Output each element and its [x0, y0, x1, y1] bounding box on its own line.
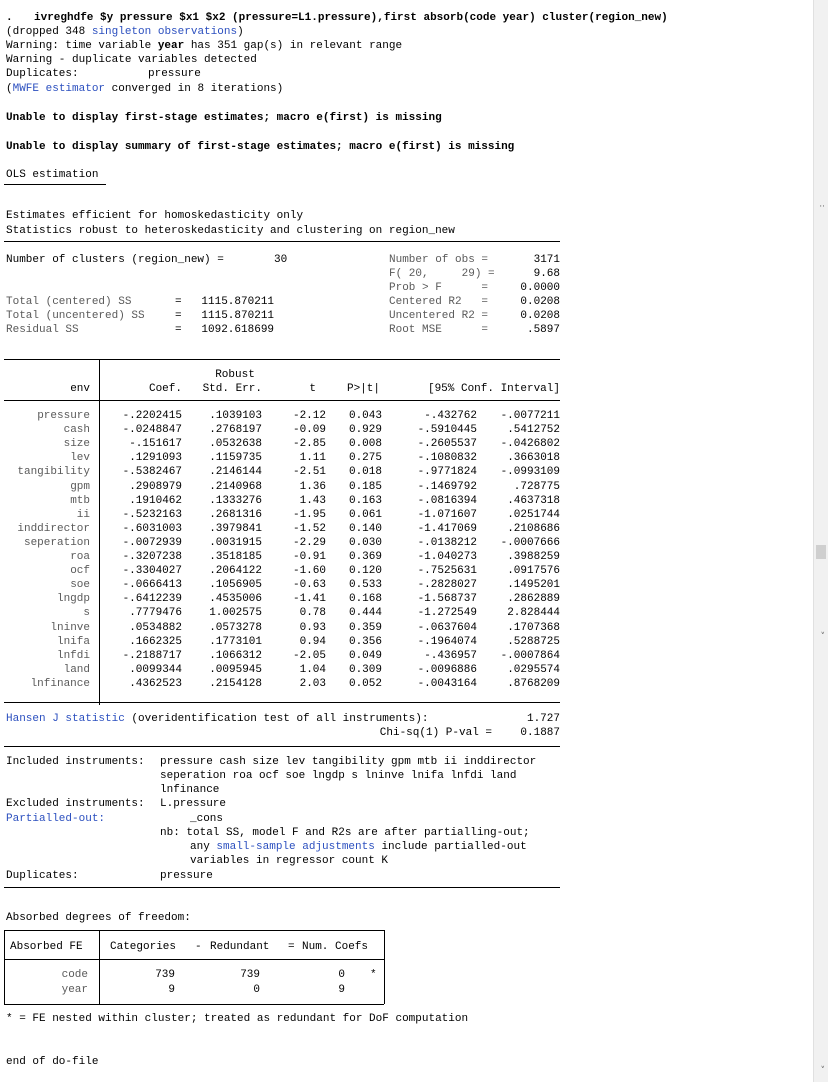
row-t: 0.78 [299, 607, 326, 620]
abs-red: 0 [253, 984, 260, 996]
row-ci-low: -1.568737 [417, 593, 477, 606]
row-ci-low: -.0637604 [417, 621, 477, 634]
nb-line-3: variables in regressor count K [190, 855, 389, 867]
row-ci-high: .0295574 [507, 663, 560, 676]
estimates-note-2: Statistics robust to heteroskedasticity and clustering on region_new [6, 225, 455, 237]
absorbed-title: Absorbed degrees of freedom: [6, 912, 191, 924]
stat-value: 0.0208 [520, 310, 560, 322]
header-ci: [95% Conf. Interval] [427, 383, 560, 395]
row-ci-low: -.7525631 [417, 565, 477, 578]
row-coef: .0099344 [129, 663, 182, 676]
row-p: 0.030 [348, 536, 382, 549]
row-coef: -.5382467 [122, 466, 182, 479]
divider [4, 887, 560, 888]
row-se: .2064122 [209, 565, 262, 578]
row-ci-high: .0251744 [507, 508, 560, 521]
row-var: size [63, 438, 90, 451]
row-ci-low: -1.040273 [417, 551, 477, 563]
row-t: -2.85 [292, 438, 326, 451]
row-t: 1.04 [299, 663, 326, 676]
abs-dash-2: = [288, 941, 295, 953]
row-p: 0.043 [348, 410, 382, 422]
row-var: ii [76, 508, 90, 521]
row-ci-high: .0917576 [507, 565, 560, 578]
row-ci-low: -.1964074 [417, 635, 477, 648]
excluded-value: L.pressure [160, 798, 227, 810]
partialled-value: _cons [190, 813, 224, 825]
row-ci-low: -.2828027 [417, 579, 477, 592]
unable-summary: Unable to display summary of first-stage estimates; macro e(first) is missing [6, 141, 515, 153]
row-p: 0.275 [348, 452, 382, 465]
absorbed-top-rule [4, 930, 384, 931]
row-p: 0.444 [348, 607, 382, 620]
row-ci-high: .1495201 [507, 579, 560, 592]
stat-label: Prob > F = [389, 282, 489, 294]
table-bottom-rule [4, 702, 560, 703]
divider [4, 241, 560, 242]
nb-line-2: any small-sample adjustments include partialled-out [190, 841, 527, 853]
row-ci-low: -1.071607 [417, 508, 477, 521]
row-var: cash [63, 424, 90, 437]
row-var: lev [70, 452, 90, 465]
row-t: -0.09 [292, 424, 326, 437]
abs-header-red: Redundant [210, 941, 270, 953]
estimates-note-1: Estimates efficient for homoskedasticity only [6, 210, 304, 222]
stat-value: .5897 [526, 324, 560, 336]
row-t: -1.60 [292, 565, 326, 578]
end-of-do-file: end of do-file [6, 1056, 99, 1068]
row-p: 0.008 [348, 438, 382, 451]
row-se: .1056905 [209, 579, 262, 592]
row-p: 0.309 [348, 663, 382, 676]
row-se: .0532638 [209, 438, 262, 451]
row-p: 0.369 [348, 551, 382, 563]
row-var: seperation [23, 536, 90, 549]
row-coef: -.151617 [129, 438, 182, 451]
ols-title: OLS estimation [6, 169, 99, 181]
row-p: 0.018 [348, 466, 382, 479]
row-p: 0.061 [348, 508, 382, 521]
row-ci-low: -.0043164 [417, 677, 477, 690]
row-var: mtb [70, 494, 90, 507]
row-se: .0573278 [209, 621, 262, 634]
clusters-value: 30 [274, 254, 288, 266]
row-t: 1.43 [299, 494, 326, 507]
row-p: 0.185 [348, 480, 382, 493]
abs-header-num: Num. Coefs [302, 941, 369, 953]
row-coef: -.0072939 [122, 536, 182, 549]
table-vertical-rule [99, 360, 100, 705]
row-ci-low: -1.417069 [417, 522, 477, 535]
row-t: -1.52 [292, 522, 326, 535]
clusters-label: Number of clusters (region_new) = [6, 254, 224, 266]
row-var: s [83, 607, 90, 620]
ss-value: = 1115.870211 [175, 296, 275, 308]
row-coef: -.5232163 [122, 508, 182, 521]
row-ci-low: -.2605537 [417, 438, 477, 451]
row-se: .0095945 [209, 663, 262, 676]
vertical-scrollbar[interactable] [813, 0, 828, 1082]
row-p: 0.533 [348, 579, 382, 592]
row-ci-high: -.0077211 [500, 410, 560, 422]
row-ci-low: -.9771824 [417, 466, 477, 479]
stat-label: Centered R2 = [389, 296, 489, 308]
row-se: .1773101 [209, 635, 262, 648]
row-t: -1.95 [292, 508, 326, 521]
singleton-link[interactable]: singleton observations [91, 26, 238, 38]
warning-duplicates: Warning - duplicate variables detected [6, 54, 257, 66]
row-var: ocf [70, 565, 90, 578]
divider [4, 746, 560, 747]
abs-cat: 739 [155, 969, 175, 981]
ss-label: Total (centered) SS [6, 296, 132, 308]
abs-red: 739 [240, 969, 260, 981]
included-line-2: seperation roa ocf soe lngdp s lninve lnifa lnfdi land [160, 770, 517, 782]
row-p: 0.929 [348, 424, 382, 437]
row-var: land [63, 663, 90, 676]
row-var: lninve [50, 621, 90, 634]
table-header-rule [4, 400, 560, 401]
row-se: .3979841 [209, 522, 262, 535]
row-se: .2146144 [209, 466, 262, 479]
row-ci-high: .3988259 [507, 551, 560, 563]
row-t: 0.93 [299, 621, 326, 634]
row-ci-high: -.0007666 [500, 536, 560, 549]
row-var: roa [70, 551, 90, 563]
row-coef: .1910462 [129, 494, 182, 507]
ss-value: = 1092.618699 [175, 324, 275, 336]
included-line-3: lnfinance [160, 784, 220, 796]
row-ci-low: -.0816394 [417, 494, 477, 507]
command-text: ivreghdfe $y pressure $x1 $x2 (pressure=L1.pressure),first absorb(code year) cluster(region_new) [34, 12, 668, 24]
absorbed-bottom-rule [4, 1004, 384, 1005]
row-t: 2.03 [299, 677, 326, 690]
unable-first-stage: Unable to display first-stage estimates; macro e(first) is missing [6, 112, 442, 124]
row-ci-high: .1707368 [507, 621, 560, 634]
row-se: .4535006 [209, 593, 262, 606]
row-ci-high: -.0993109 [500, 466, 560, 479]
included-line-1: pressure cash size lev tangibility gpm mtb ii inddirector [160, 756, 537, 768]
row-ci-low: -.1080832 [417, 452, 477, 465]
abs-header-cat: Categories [110, 941, 177, 953]
row-se: .0031915 [209, 536, 262, 549]
row-ci-low: -.432762 [424, 410, 477, 422]
ols-underline [4, 184, 106, 185]
stat-value: 3171 [533, 254, 560, 266]
small-sample-link[interactable]: small-sample adjustments [216, 841, 375, 853]
abs-num: 9 [338, 984, 345, 996]
row-se: 1.002575 [209, 607, 262, 620]
hansen-value: 1.727 [526, 713, 560, 725]
abs-header-fe: Absorbed FE [10, 941, 83, 953]
row-coef: -.0666413 [122, 579, 182, 592]
absorbed-left-rule [4, 930, 5, 1004]
row-ci-high: .3663018 [507, 452, 560, 465]
scroll-down-arrow-icon[interactable]: ˅ [820, 1066, 825, 1076]
row-coef: .1662325 [129, 635, 182, 648]
absorbed-mid-rule [99, 930, 100, 1004]
row-ci-low: -.0096886 [417, 663, 477, 676]
table-top-rule [4, 359, 560, 360]
dropped-notice: (dropped 348 singleton observations) [6, 26, 244, 38]
row-coef: .4362523 [129, 677, 182, 690]
row-ci-high: -.0007864 [500, 649, 560, 662]
row-var: soe [70, 579, 90, 592]
duplicates2-value: pressure [160, 870, 213, 882]
ss-value: = 1115.870211 [175, 310, 275, 322]
row-ci-high: .728775 [513, 480, 560, 493]
row-t: -2.05 [292, 649, 326, 662]
stat-value: 0.0208 [520, 296, 560, 308]
nb-line-1: nb: total SS, model F and R2s are after partialling-out; [160, 827, 530, 839]
row-var: lnfdi [56, 649, 90, 662]
chevron-down-icon[interactable]: ˅ [820, 632, 825, 642]
header-t: t [309, 383, 316, 395]
row-coef: -.3207238 [122, 551, 182, 563]
row-se: .1039103 [209, 410, 262, 422]
row-ci-high: .2108686 [507, 522, 560, 535]
header-coef: Coef. [148, 383, 182, 395]
hansen-line: Hansen J statistic (overidentification test of all instruments): [6, 713, 429, 725]
row-se: .2140968 [209, 480, 262, 493]
partialled-label[interactable]: Partialled-out: [6, 813, 106, 825]
duplicates-label: Duplicates: [6, 68, 79, 80]
header-env: env [70, 383, 90, 395]
absorbed-right-rule [384, 930, 385, 1004]
row-coef: -.2188717 [122, 649, 182, 662]
stat-label: Uncentered R2 = [389, 310, 489, 322]
row-p: 0.049 [348, 649, 382, 662]
ss-label: Total (uncentered) SS [6, 310, 145, 322]
row-coef: -.6412239 [122, 593, 182, 606]
mwfe-link[interactable]: MWFE estimator [12, 83, 106, 95]
row-var: pressure [37, 410, 90, 422]
row-t: -2.29 [292, 536, 326, 549]
row-p: 0.140 [348, 522, 382, 535]
row-ci-high: .2862889 [507, 593, 560, 606]
stat-label: F( 20, 29) = [389, 268, 495, 280]
abs-star: * [370, 969, 377, 981]
row-ci-low: -.1469792 [417, 480, 477, 493]
hansen-link[interactable]: Hansen J statistic [6, 713, 125, 725]
row-t: -2.12 [292, 410, 326, 422]
row-p: 0.052 [348, 677, 382, 690]
scroll-marker-icon: ·· [819, 202, 825, 212]
row-ci-low: -.0138212 [417, 536, 477, 549]
row-t: 1.36 [299, 480, 326, 493]
command-prompt: . [6, 12, 13, 24]
row-var: lnfinance [30, 677, 90, 690]
warning-gaps: Warning: time variable year has 351 gap(s) in relevant range [6, 40, 403, 52]
row-coef: .0534882 [129, 621, 182, 634]
row-coef: -.2202415 [122, 410, 182, 422]
row-coef: .2908979 [129, 480, 182, 493]
row-se: .3518185 [209, 551, 262, 563]
absorbed-header-rule [4, 959, 384, 960]
converged-notice: (MWFE estimator converged in 8 iterations) [6, 83, 284, 95]
row-ci-low: -.5910445 [417, 424, 477, 437]
row-coef: -.0248847 [122, 424, 182, 437]
included-label: Included instruments: [6, 756, 145, 768]
row-p: 0.168 [348, 593, 382, 606]
footnote: * = FE nested within cluster; treated as redundant for DoF computation [6, 1013, 469, 1025]
row-ci-high: .5412752 [507, 424, 560, 437]
row-t: -2.51 [292, 466, 326, 479]
header-se: Std. Err. [202, 383, 262, 395]
row-t: 1.11 [299, 452, 326, 465]
duplicates-value: pressure [148, 68, 201, 80]
chi-value: 0.1887 [520, 727, 560, 739]
row-p: 0.163 [348, 494, 382, 507]
row-ci-high: .4637318 [507, 494, 560, 507]
stat-label: Number of obs = [389, 254, 489, 266]
row-se: .1333276 [209, 494, 262, 507]
header-robust: Robust [215, 369, 255, 381]
stat-value: 0.0000 [520, 282, 560, 294]
row-ci-low: -1.272549 [417, 607, 477, 620]
scroll-thumb[interactable] [816, 545, 826, 559]
row-ci-high: .8768209 [507, 677, 560, 690]
row-t: -1.41 [292, 593, 326, 606]
row-coef: .1291093 [129, 452, 182, 465]
header-p: P>|t| [346, 383, 380, 395]
excluded-label: Excluded instruments: [6, 798, 145, 810]
row-p: 0.359 [348, 621, 382, 634]
chi-label: Chi-sq(1) P-val = [379, 727, 492, 739]
row-var: lnifa [56, 635, 90, 648]
row-coef: -.3304027 [122, 565, 182, 578]
row-ci-low: -.436957 [424, 649, 477, 662]
row-var: inddirector [17, 522, 90, 535]
row-p: 0.356 [348, 635, 382, 648]
abs-dash-1: - [195, 941, 202, 953]
row-t: -0.63 [292, 579, 326, 592]
row-se: .1066312 [209, 649, 262, 662]
abs-cat: 9 [168, 984, 175, 996]
row-var: gpm [70, 480, 90, 493]
stat-value: 9.68 [533, 268, 560, 280]
duplicates2-label: Duplicates: [6, 870, 79, 882]
row-se: .2768197 [209, 424, 262, 437]
row-coef: .7779476 [129, 607, 182, 620]
row-t: -0.91 [292, 551, 326, 563]
row-var: tangibility [17, 466, 90, 479]
ss-label: Residual SS [6, 324, 79, 336]
stat-label: Root MSE = [389, 324, 489, 336]
row-p: 0.120 [348, 565, 382, 578]
row-se: .2681316 [209, 508, 262, 521]
abs-fe: year [61, 984, 88, 996]
row-se: .2154128 [209, 677, 262, 690]
row-ci-high: 2.828444 [507, 607, 560, 620]
abs-num: 0 [338, 969, 345, 981]
row-coef: -.6031003 [122, 522, 182, 535]
row-ci-high: -.0426802 [500, 438, 560, 451]
abs-fe: code [61, 969, 88, 981]
row-var: lngdp [56, 593, 90, 606]
row-se: .1159735 [209, 452, 262, 465]
row-t: 0.94 [299, 635, 326, 648]
row-ci-high: .5288725 [507, 635, 560, 648]
